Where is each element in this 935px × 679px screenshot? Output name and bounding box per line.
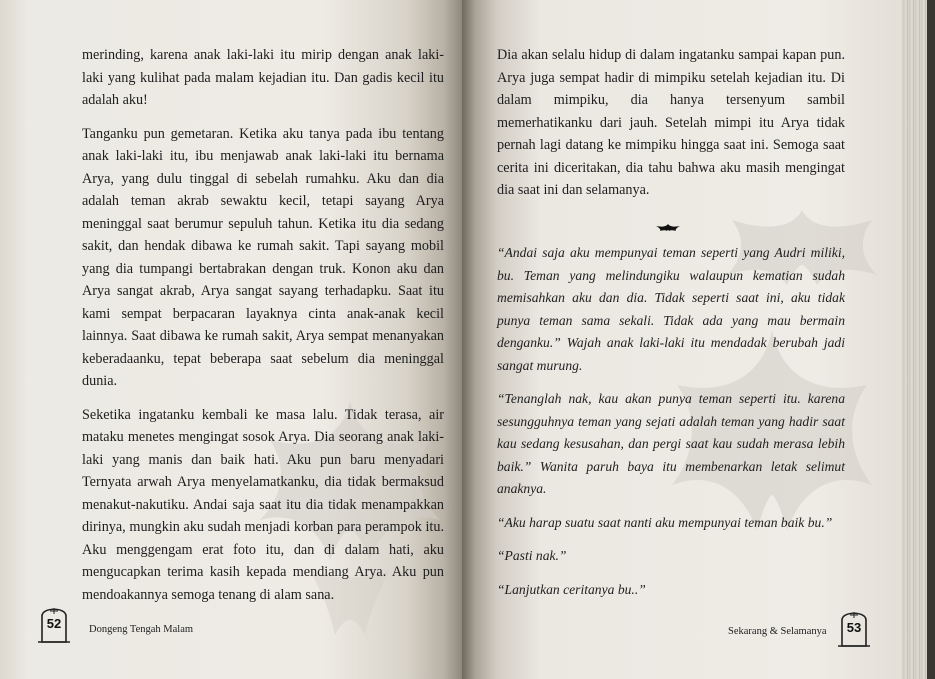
right-body-text bbox=[497, 44, 845, 202]
left-paragraph-1: merinding, karena anak laki-laki itu mirip dengan anak laki-laki yang kulihat pada malam kejadian itu. Dan gadis kecil itu adalah aku! bbox=[82, 47, 444, 108]
right-dialogue-3: “Aku harap suatu saat nanti aku mempunyai teman baik bu.” bbox=[497, 514, 833, 530]
page-number-right: 53 bbox=[846, 620, 862, 635]
right-dialogue-5: “Lanjutkan ceritanya bu..” bbox=[497, 581, 646, 597]
right-dialogue-text bbox=[497, 242, 845, 612]
book-page-edges bbox=[902, 0, 935, 679]
right-dialogue-1: “Andai saja aku mempunyai teman seperti yang Audri miliki, bu. Teman yang melindungiku walaupun kematian sudah memisahkan aku dan dia. Tidak seperti saat ini, aku tidak punya teman sama sekali. Tidak ada yang mau bermain denganku.” Wajah anak laki-laki itu mendadak berubah jadi sangat murung. bbox=[497, 245, 845, 373]
left-page bbox=[0, 0, 462, 679]
page-number-left: 52 bbox=[46, 616, 62, 631]
page-number-badge-left bbox=[38, 602, 70, 642]
right-dialogue-4: “Pasti nak.” bbox=[497, 548, 567, 563]
left-paragraph-2: Tanganku pun gemetaran. Ketika aku tanya pada ibu tentang anak laki-laki itu, ibu menjawab anak laki-laki itu bernama Arya, yang dulu tinggal di sebelah rumahku. Aku dan dia adalah teman akrab sewaktu kecil, tetapi sayang Arya meninggal saat berumur sepuluh tahun. Ketika itu dia sedang sakit, dan hendak dibawa ke rumah sakit. Tapi sayang mobil yang dia tumpangi bertabrakan dengan truk. Konon aku dan Arya sangat akrab, Arya sangat sayang terhadapku. Saat itu kami sempat berpacaran layaknya cinta anak-anak kecil lainnya. Saat dibawa ke rumah sakit, Arya sempat menanyakan keberadaanku, tepat beberapa saat sebelum dia meninggal dunia. bbox=[82, 125, 444, 389]
right-dialogue-2: “Tenanglah nak, kau akan punya teman seperti itu. karena sesungguhnya teman yang sejati adalah teman yang hadir saat kau sedang kesusahan, dan pergi saat kau sudah merasa lebih baik.” Wanita paruh baya itu membenarkan letak selimut anaknya. bbox=[497, 391, 845, 496]
footer-title-left: Dongeng Tengah Malam bbox=[89, 624, 194, 635]
right-paragraph-1: Dia akan selalu hidup di dalam ingatanku sampai kapan pun. Arya juga sempat hadir di mimpiku setelah kejadian itu. Di dalam mimpiku, dia hanya tersenyum sambil memerhatikanku dari jauh. Setelah mimpi itu Arya tidak pernah lagi datang ke mimpiku hingga saat ini. Semoga saat cerita ini diceritakan, dia tahu bahwa aku masih mengingat dia saat ini dan selamanya. bbox=[497, 47, 845, 198]
footer-title-right: Sekarang & Selamanya bbox=[728, 626, 827, 637]
page-number-badge-right bbox=[838, 606, 870, 646]
bat-divider-icon bbox=[655, 222, 681, 232]
left-body-text bbox=[82, 44, 444, 617]
left-paragraph-3: Seketika ingatanku kembali ke masa lalu. Tidak terasa, air mataku menetes mengingat sosok Arya. Dia seorang anak laki-laki yang manis dan baik hati. Aku pun baru menyadari Ternyata arwah Arya menyelamatkanku, dia tidak bermaksud menakut-nakutiku. Andai saja saat itu dia tidak menampakkan dirinya, mungkin aku sudah menjadi korban para perampok itu. Aku menggengam erat foto itu, dan di dalam hati, aku mengucapkan terima kasih kepada mendiang Arya. Aku pun mendoakannya semoga tenang di alam sana. bbox=[82, 406, 444, 603]
